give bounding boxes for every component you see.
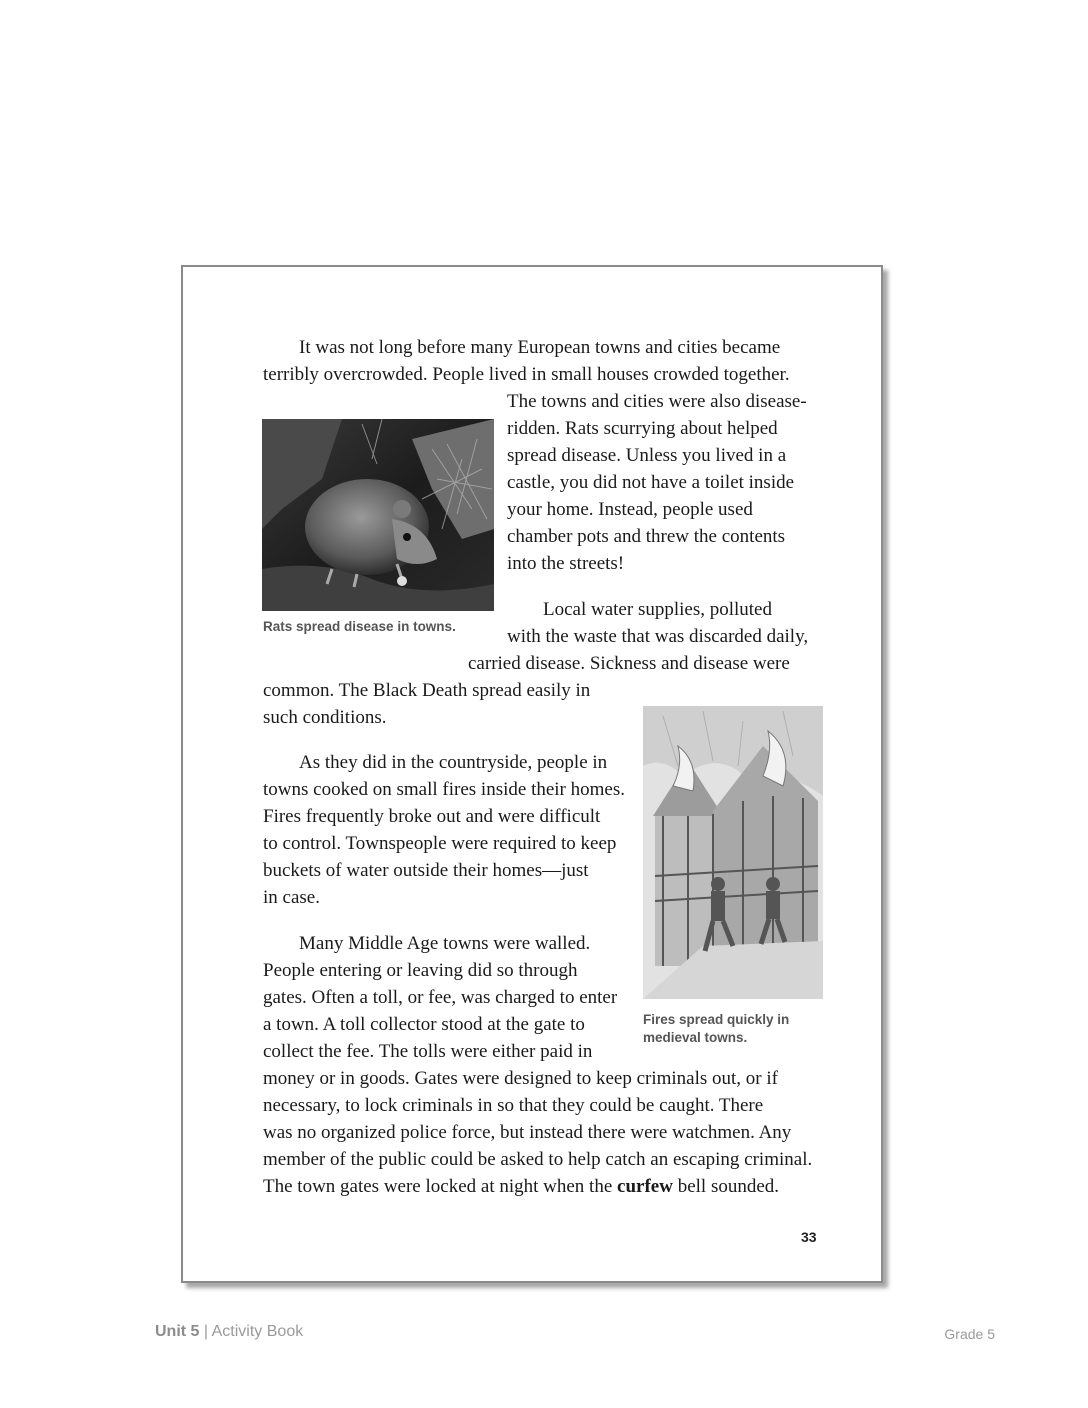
- body-line: It was not long before many European towns and cities became: [299, 337, 781, 358]
- body-line: buckets of water outside their homes—just: [263, 860, 589, 881]
- body-text: bell sounded.: [672, 1176, 780, 1197]
- body-line: to control. Townspeople were required to keep: [263, 833, 617, 854]
- rat-photo: [262, 419, 494, 611]
- body-line: gates. Often a toll, or fee, was charged to enter: [263, 987, 618, 1008]
- body-line: member of the public could be asked to help catch an escaping criminal.: [263, 1149, 813, 1170]
- body-line: into the streets!: [507, 553, 625, 574]
- body-line: such conditions.: [263, 707, 387, 728]
- body-line: in case.: [263, 887, 320, 908]
- body-line: was no organized police force, but instead there were watchmen. Any: [263, 1122, 792, 1143]
- body-text: The town gates were locked at night when the: [263, 1176, 618, 1197]
- body-line: your home. Instead, people used: [507, 499, 753, 520]
- body-line: Local water supplies, polluted: [543, 599, 772, 620]
- body-line: Fires frequently broke out and were difficult: [263, 806, 601, 827]
- footer-separator: |: [203, 1323, 209, 1340]
- body-line: ridden. Rats scurrying about helped: [507, 418, 778, 439]
- footer-unit: Unit 5: [155, 1323, 200, 1340]
- body-line: towns cooked on small fires inside their homes.: [263, 779, 625, 800]
- body-line: common. The Black Death spread easily in: [263, 680, 591, 701]
- footer-book: Activity Book: [211, 1323, 304, 1340]
- rat-caption: Rats spread disease in towns.: [263, 619, 456, 634]
- fire-caption: medieval towns.: [643, 1030, 748, 1045]
- body-line: necessary, to lock criminals in so that they could be caught. There: [263, 1095, 764, 1116]
- page-number: 33: [801, 1229, 817, 1245]
- body-line: People entering or leaving did so through: [263, 960, 578, 981]
- body-line: with the waste that was discarded daily,: [507, 626, 809, 647]
- body-line: castle, you did not have a toilet inside: [507, 472, 795, 493]
- body-line: carried disease. Sickness and disease were: [468, 653, 790, 674]
- body-line: money or in goods. Gates were designed to keep criminals out, or if: [263, 1068, 778, 1089]
- body-line: terribly overcrowded. People lived in small houses crowded together.: [263, 364, 790, 385]
- body-line-last: [263, 1173, 779, 1200]
- footer-unit-label: [155, 1323, 303, 1341]
- body-line: chamber pots and threw the contents: [507, 526, 786, 547]
- body-line: collect the fee. The tolls were either paid in: [263, 1041, 593, 1062]
- fire-illustration: [643, 706, 823, 999]
- footer-grade: Grade 5: [944, 1326, 995, 1342]
- fire-caption: Fires spread quickly in: [643, 1012, 790, 1027]
- body-line: The towns and cities were also disease-: [507, 391, 807, 412]
- body-line: spread disease. Unless you lived in a: [507, 445, 787, 466]
- body-line: Many Middle Age towns were walled.: [299, 933, 591, 954]
- body-line: As they did in the countryside, people in: [299, 752, 608, 773]
- body-line: a town. A toll collector stood at the gate to: [263, 1014, 585, 1035]
- curfew-term: curfew: [617, 1176, 673, 1197]
